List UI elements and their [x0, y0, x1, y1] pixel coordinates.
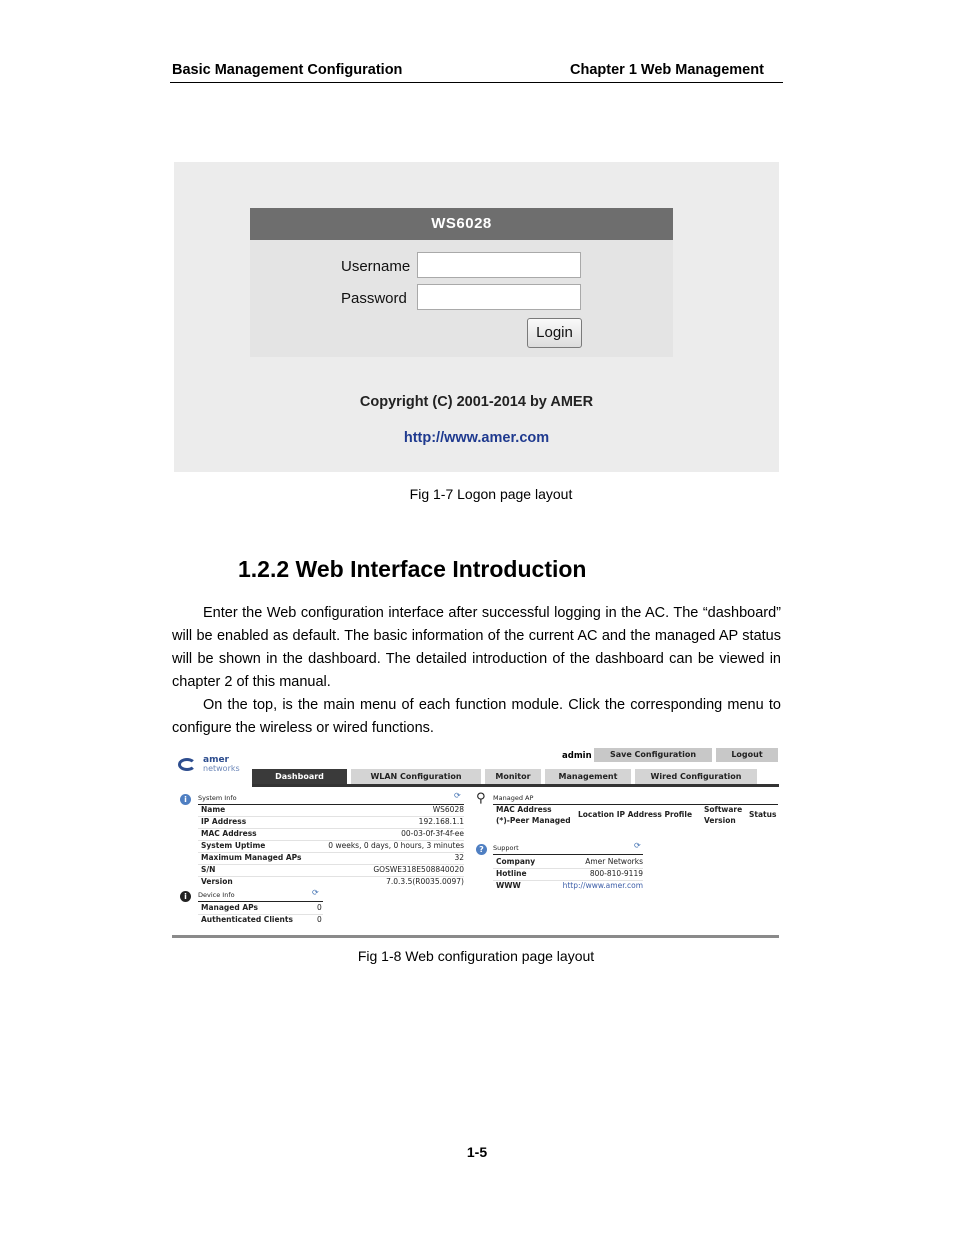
logon-screenshot [174, 162, 779, 472]
support-key: Company [496, 857, 536, 866]
header-left: Basic Management Configuration [172, 62, 403, 78]
system-info-value: WS6028 [432, 805, 464, 814]
paragraph-1: Enter the Web configuration interface after successful logging in the AC. The “dashboard” will be enabled as default. The basic information of the current AC and the managed AP status will be shown in the dashboard. The detailed introduction of the dashboard can be viewed in chapter 2 of this manual. [172, 605, 781, 690]
logo-subtext: networks [203, 764, 240, 773]
amer-logo-icon [178, 758, 196, 771]
device-info-value: 0 [317, 915, 322, 924]
header-rule [170, 82, 783, 83]
login-box [250, 208, 673, 357]
page-number: 1-5 [466, 1144, 488, 1160]
support-link[interactable]: http://www.amer.com [562, 881, 643, 890]
device-info-key: Authenticated Clients [201, 915, 293, 924]
figure-caption-2: Fig 1-8 Web configuration page layout [357, 948, 595, 964]
login-title: WS6028 [250, 208, 673, 240]
support-value: Amer Networks [585, 857, 643, 866]
section-heading: 1.2.2 Web Interface Introduction [238, 556, 587, 582]
managed-ap-col-status: Status [749, 810, 777, 819]
system-info-title: System Info [198, 794, 237, 802]
system-info-key: System Uptime [201, 841, 266, 850]
antenna-icon: ⚲ [476, 791, 486, 806]
managed-ap-col-software: Software [704, 805, 743, 814]
managed-ap-col-version: Version [704, 816, 736, 825]
tab-dashboard[interactable]: Dashboard [252, 769, 347, 784]
tab-wlan-configuration[interactable]: WLAN Configuration [351, 769, 481, 784]
device-info-icon: i [180, 891, 191, 902]
password-input[interactable] [417, 284, 581, 310]
system-info-value: 192.168.1.1 [418, 817, 464, 826]
managed-ap-col-peer: (*)-Peer Managed [496, 816, 571, 825]
support-title: Support [493, 844, 519, 852]
main-menu-tabs [252, 769, 779, 787]
header-right: Chapter 1 Web Management [570, 62, 764, 78]
body-text [172, 602, 781, 740]
current-user: admin [562, 751, 592, 761]
refresh-icon[interactable]: ⟳ [312, 888, 319, 897]
figure-caption-1: Fig 1-7 Logon page layout [409, 486, 573, 502]
refresh-icon[interactable]: ⟳ [634, 841, 641, 850]
logout-button[interactable]: Logout [716, 748, 778, 762]
logo-text: amer [203, 755, 229, 765]
system-info-key: Name [201, 805, 226, 814]
system-info-key: Maximum Managed APs [201, 853, 302, 862]
system-info-value: 0 weeks, 0 days, 0 hours, 3 minutes [328, 841, 464, 850]
system-info-value: GOSWE318E508840020 [373, 865, 464, 874]
managed-ap-col-mac: MAC Address [496, 805, 552, 814]
system-info-key: Version [201, 877, 233, 886]
managed-ap-col-location: Location IP Address Profile [578, 810, 693, 819]
tab-management[interactable]: Management [545, 769, 631, 784]
system-info-value: 00-03-0f-3f-4f-ee [401, 829, 464, 838]
system-info-key: S/N [201, 865, 216, 874]
homepage-link[interactable]: http://www.amer.com [403, 430, 550, 446]
tab-wired-configuration[interactable]: Wired Configuration [635, 769, 757, 784]
info-icon: i [180, 794, 191, 805]
system-info-key: MAC Address [201, 829, 257, 838]
username-label: Username [341, 258, 411, 275]
paragraph-2: On the top, is the main menu of each function module. Click the corresponding menu to configure the wireless or wired functions. [172, 697, 781, 736]
system-info-value: 32 [454, 853, 464, 862]
password-label: Password [341, 290, 407, 307]
save-configuration-button[interactable]: Save Configuration [594, 748, 712, 762]
managed-ap-title: Managed AP [493, 794, 534, 802]
web-config-screenshot [172, 745, 779, 938]
system-info-divider [198, 804, 464, 805]
system-info-key: IP Address [201, 817, 247, 826]
help-icon: ? [476, 844, 487, 855]
system-info-value: 7.0.3.5(R0035.0097) [386, 877, 464, 886]
support-key: WWW [496, 881, 521, 890]
login-button[interactable]: Login [527, 318, 582, 348]
refresh-icon[interactable]: ⟳ [454, 791, 461, 800]
support-value: 800-810-9119 [589, 869, 643, 878]
support-divider [493, 854, 643, 855]
copyright-text: Copyright (C) 2001-2014 by AMER [359, 394, 594, 410]
device-info-value: 0 [317, 903, 322, 912]
device-info-key: Managed APs [201, 903, 258, 912]
support-key: Hotline [496, 869, 527, 878]
device-info-title: Device Info [198, 891, 235, 899]
device-info-divider [198, 901, 323, 902]
tab-monitor[interactable]: Monitor [485, 769, 541, 784]
username-input[interactable] [417, 252, 581, 278]
